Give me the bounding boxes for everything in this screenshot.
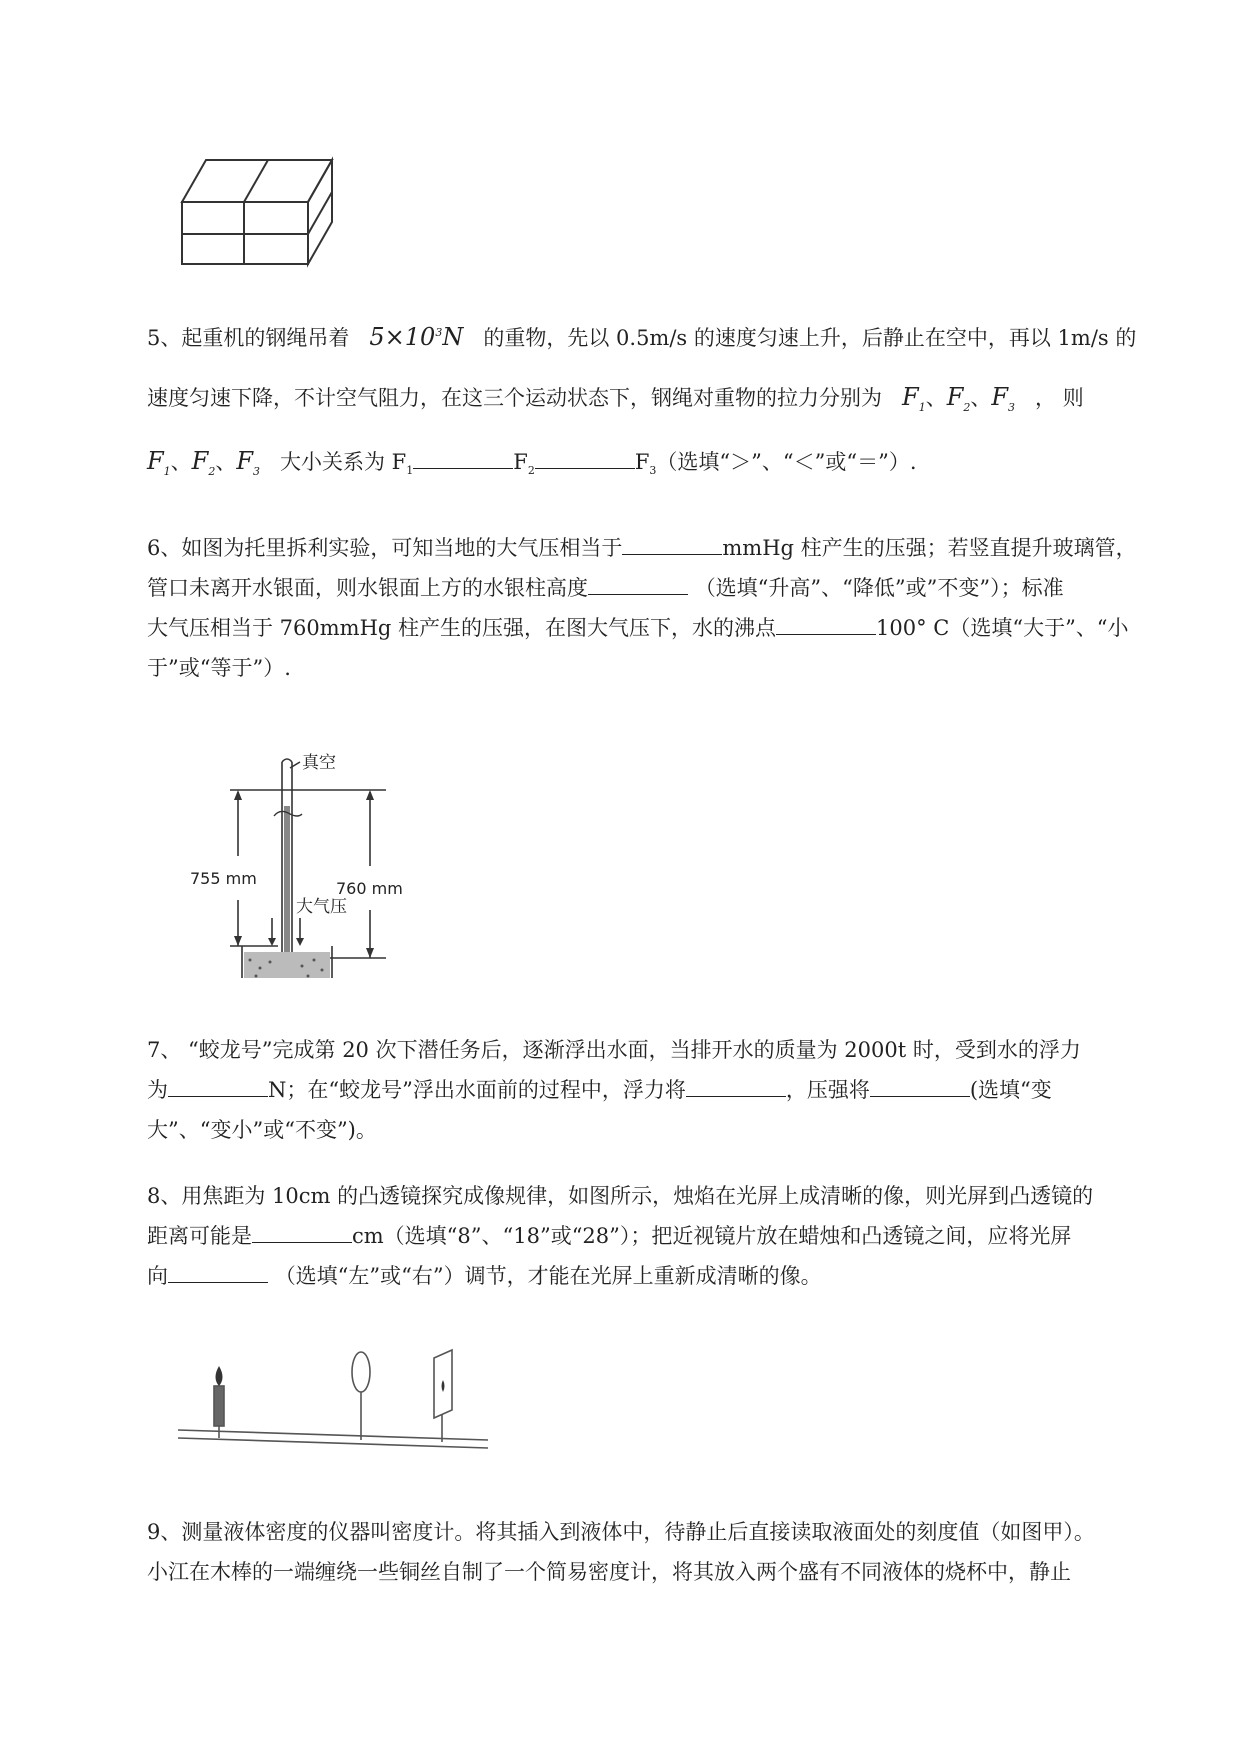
question-text: 于”或“等于”）. [147, 656, 291, 680]
answer-blank[interactable] [168, 1076, 268, 1097]
question-text: 大气压相当于 760mmHg 柱产生的压强，在图大气压下，水的沸点 [147, 616, 777, 640]
answer-blank[interactable] [252, 1222, 352, 1243]
optical-bench-figure [176, 1342, 496, 1452]
question-5: 5、起重机的钢绳吊着 $5\times 10^3N$ 的重物，先以 0.5m/s 的速度匀速上升，后静止在空中，再以 1m/s 的 速度匀速下降，不计空气阻力，在这三个运动状态下，钢绳对重物的拉力分别为 $F_1$、$F_2$、$F_3$ ， 则 $F_1$、$F_2$、$F_3$ 大小关系为 $F_1$ $F_2$ $F_3$（选填“＞”、“＜”或“＝”）. [147, 323, 1137, 478]
question-text: N；在“蛟龙号”浮出水面前的过程中，浮力将 [268, 1078, 686, 1102]
question-text: ，压强将 [785, 1078, 870, 1102]
vacuum-label: 真空 [302, 753, 336, 773]
question-text: 距离可能是 [147, 1224, 252, 1248]
question-text: mmHg 柱产生的压强；若竖直提升玻璃管， [722, 536, 1137, 560]
weight-value: $5\times 10^3N$ [369, 323, 464, 351]
question-text: 100° C（选填“大于”、“小 [876, 616, 1129, 640]
question-text: 管口未离开水银面，则水银面上方的水银柱高度 [147, 576, 588, 600]
question-text: “蛟龙号”完成第 20 次下潜任务后，逐渐浮出水面，当排开水的质量为 2000t 时，受到水的浮力 [181, 1038, 1081, 1062]
question-text: 为 [147, 1078, 168, 1102]
right-height-label: 760 mm [336, 879, 403, 898]
answer-blank[interactable] [413, 448, 513, 469]
question-text: （选填“＞”、“＜”或“＝”）. [656, 450, 917, 474]
answer-blank[interactable] [535, 448, 635, 469]
question-number: 6、 [147, 536, 182, 560]
bricks-figure [178, 156, 338, 272]
question-7 [147, 1030, 1157, 1150]
question-text: 用焦距为 10cm 的凸透镜探究成像规律，如图所示，烛焰在光屏上成清晰的像，则光屏到凸透镜的 [181, 1184, 1094, 1208]
question-text: 速度匀速下降，不计空气阻力，在这三个运动状态下，钢绳对重物的拉力分别为 [147, 386, 882, 410]
question-text: 如图为托里拆利实验，可知当地的大气压相当于 [181, 536, 623, 560]
answer-blank[interactable] [870, 1076, 970, 1097]
question-8 [147, 1176, 1157, 1296]
pressure-label: 大气压 [296, 897, 347, 917]
question-number: 8、 [147, 1184, 182, 1208]
question-text: 向 [147, 1264, 168, 1288]
answer-blank[interactable] [588, 574, 688, 595]
question-number: 5、 [147, 326, 182, 350]
question-text: cm（选填“8”、“18”或“28”）；把近视镜片放在蜡烛和凸透镜之间，应将光屏 [352, 1224, 1072, 1248]
question-text: （选填“升高”、“降低”或”不变”）；标准 [694, 576, 1064, 600]
question-text: 大小关系为 F [280, 450, 407, 474]
answer-blank[interactable] [686, 1076, 786, 1097]
answer-blank[interactable] [622, 534, 722, 555]
question-text: 大”、“变小”或“不变”)。 [147, 1118, 377, 1142]
question-text: ， 则 [1035, 386, 1084, 410]
left-height-label: 755 mm [190, 869, 257, 888]
answer-blank[interactable] [168, 1262, 268, 1283]
question-6 [147, 528, 1157, 688]
answer-blank[interactable] [776, 614, 876, 635]
torricelli-figure [190, 748, 430, 978]
question-text: 测量液体密度的仪器叫密度计。将其插入到液体中，待静止后直接读取液面处的刻度值（如图甲）。 [181, 1520, 1095, 1544]
question-text: 起重机的钢绳吊着 [181, 326, 350, 350]
question-text: （选填“左”或“右”）调节，才能在光屏上重新成清晰的像。 [274, 1264, 822, 1288]
question-number: 9、 [147, 1520, 182, 1544]
question-9 [147, 1512, 1157, 1592]
question-text: 小江在木棒的一端缠绕一些铜丝自制了一个简易密度计，将其放入两个盛有不同液体的烧杯中，静止 [147, 1560, 1071, 1584]
question-text: 的重物，先以 0.5m/s 的速度匀速上升，后静止在空中，再以 1m/s 的 [483, 326, 1137, 350]
force-symbols: $F_1$ [902, 383, 926, 414]
question-number: 7、 [147, 1038, 182, 1062]
force-symbols: $F_1$ [147, 447, 171, 478]
question-text: (选填“变 [969, 1078, 1052, 1102]
